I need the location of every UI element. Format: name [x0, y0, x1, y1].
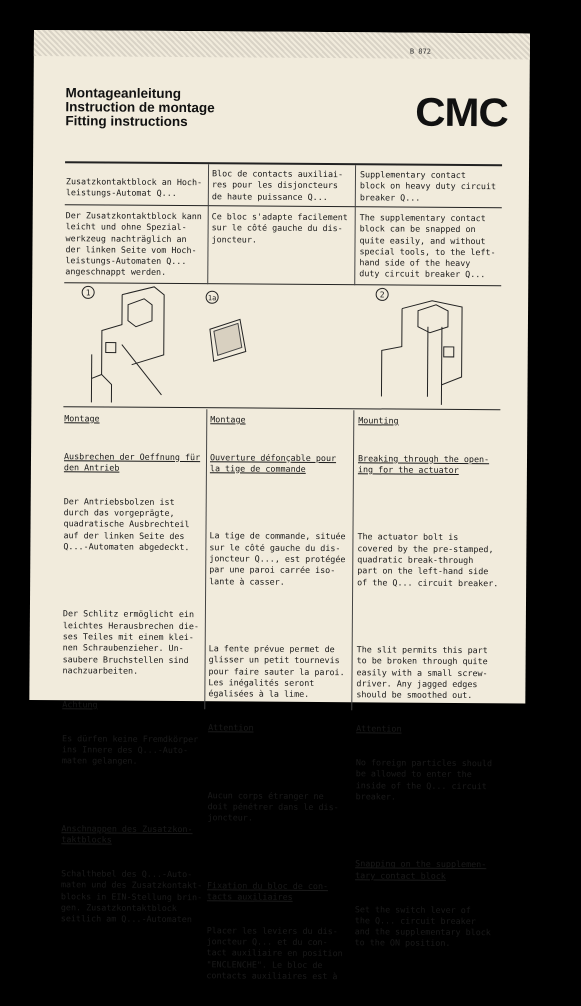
- step2-fr-body: Placer les leviers du dis- joncteur Q... et du con- tact auxiliaire en position "ENCLENCHE". Le bloc de contacts auxiliaires est à: [206, 925, 343, 982]
- figure-1-label: 1: [85, 288, 91, 298]
- instruction-sheet: [29, 30, 530, 982]
- column-de-body: [61, 428, 206, 948]
- header-de: Zusatzkontaktblock an Hoch- leistungs-Automat Q...: [65, 176, 203, 199]
- header-fr: Bloc de contacts auxiliai- res pour les disjoncteurs de haute puissance Q...: [211, 168, 344, 202]
- warn-de: Es dürfen keine Fremdkörper ins Innere des Q...-Auto- maten gelangen.: [61, 732, 199, 767]
- rule-figures: [63, 406, 500, 410]
- step2-de-body: Schalthebel des Q...-Auto- maten und des Zusatzkontakt- blocks in EIN-Stellung brin- gen. Zusatzkontaktblock seitlich am Q...-Automaten: [60, 868, 203, 925]
- intro-de: Der Zusatzkontaktblock kann leicht und ohne Spezial- werkzeug nachträglich an der linken Seite vom Hoch- leistungs-Automaten Q... angeschnappt werden.: [65, 210, 202, 278]
- figure-2-contact-block: [361, 286, 474, 405]
- step1-fr-title: Ouverture défonçable pour la tige de commande: [209, 451, 337, 474]
- step2-fr-title: Fixation du bloc de con- tacts auxiliaires: [206, 879, 329, 902]
- header-en: Supplementary contact block on heavy duty circuit breaker Q...: [359, 169, 497, 203]
- column-divider-2: [354, 165, 356, 285]
- slit-de: Der Schlitz ermöglicht ein leichtes Herausbrechen die- ses Teiles mit einem klei- nen Schraubenzieher. Un- saubere Bruchstellen sind nachzuarbeiten.: [62, 608, 200, 676]
- cmc-logo: CMC: [415, 90, 508, 136]
- column-divider-1: [207, 164, 209, 284]
- document-number: B 872: [409, 47, 431, 56]
- section-fr: Montage: [210, 414, 246, 425]
- column-en-body: [354, 430, 499, 972]
- perforated-strip: [34, 30, 530, 59]
- title-block: [65, 86, 215, 129]
- step1-de-title: Ausbrechen der Oeffnung für den Antrieb: [63, 450, 201, 473]
- step1-de-body: Der Antriebsbolzen ist durch das vorgeprägte, quadratische Ausbrechteil auf der linken Seite des Q...-Automaten abgedeckt.: [63, 496, 190, 553]
- step1-en-body: The actuator bolt is covered by the pre-stamped, quadratic break-through part on the left-hand side of the Q... circuit breaker.: [357, 531, 499, 588]
- warn-en: No foreign particles should be allowed to enter the inside of the Q... circuit breaker.: [355, 757, 493, 802]
- title-fr: Instruction de montage: [65, 99, 215, 116]
- step1-en-title: Breaking through the open- ing for the actuator: [357, 452, 490, 475]
- intro-fr: Ce bloc s'adapte facilement sur le côté gauche du dis- joncteur.: [211, 211, 348, 245]
- warn-en-title: Attention: [356, 723, 402, 734]
- column-divider-4: [351, 410, 354, 710]
- rule-top: [65, 161, 502, 166]
- figure-1-breaker: [71, 284, 172, 403]
- figure-1a-label: 1a: [207, 294, 217, 303]
- section-de: Montage: [64, 413, 100, 424]
- warn-fr-title: Attention: [208, 722, 254, 733]
- figure-2-label: 2: [379, 290, 385, 300]
- step2-de-title: Anschnappen des Zusatzkon- taktblocks: [61, 823, 193, 845]
- step1-fr-body: La tige de commande, située sur le côté gauche du dis- joncteur Q..., est protégée par une paroi carrée iso- lante à casser.: [209, 530, 346, 587]
- step2-en-body: Set the switch lever of the Q... circuit breaker and the supplementary block to the ON position.: [354, 903, 491, 949]
- title-de: Montageanleitung: [65, 85, 182, 102]
- column-fr-body: [206, 429, 346, 1005]
- warn-fr: Aucun corps étranger ne doit pénétrer dans le dis- joncteur.: [207, 789, 339, 823]
- figure-1a-knockout: [200, 289, 260, 359]
- step2-en-title: Snapping on the supplemen- tary contact block: [355, 858, 487, 881]
- rule-header: [65, 204, 502, 208]
- warn-de-title: Achtung: [62, 699, 98, 710]
- intro-en: The supplementary contact block can be snapped on quite easily, and without special tools, to the left- hand side of the heavy duty circuit breaker Q...: [359, 212, 496, 280]
- section-en: Mounting: [358, 415, 399, 426]
- title-en: Fitting instructions: [65, 113, 188, 130]
- slit-fr: La fente prévue permet de glisser un petit tournevis pour faire sauter la paroi. Les inégalités seront égalisées à la lime.: [208, 643, 345, 700]
- slit-en: The slit permits this part to be broken through quite easily with a small screw- driver. Any jagged edges should be smoothed out.: [356, 644, 488, 701]
